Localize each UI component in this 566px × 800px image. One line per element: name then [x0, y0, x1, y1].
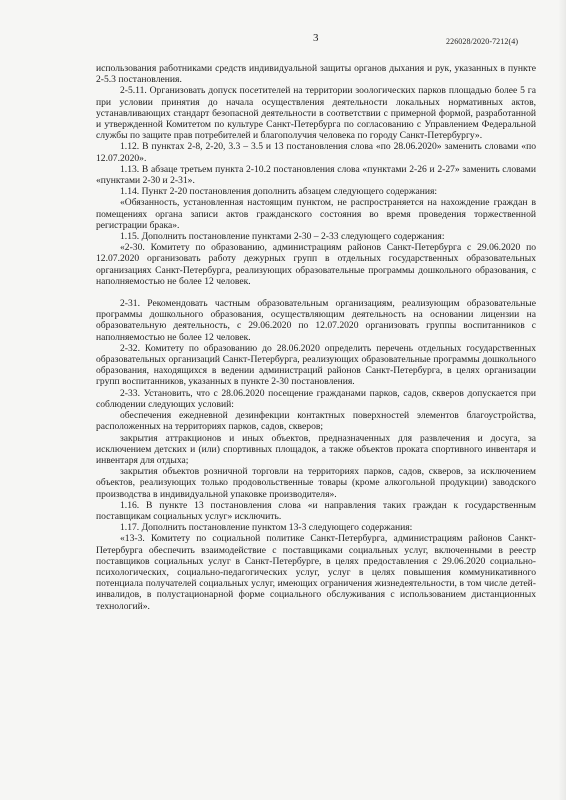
page-number: 3 — [313, 32, 319, 44]
document-body — [96, 63, 536, 612]
paragraph: 1.15. Дополнить постановление пунктами 2-30 – 2-33 следующего содержания: — [120, 231, 445, 243]
paragraph: 1.16. В пункте 13 постановления слова «и направления таких граждан к государственным поставщикам социальных услуг» исключить. — [96, 499, 536, 522]
paragraph: 1.12. В пунктах 2-8, 2-20, 3.3 – 3.5 и 13 постановления слова «по 28.06.2020» заменить словами «по 12.07.2020». — [96, 141, 536, 164]
paragraph: обеспечения ежедневной дезинфекции контактных поверхностей элементов благоустройства, расположенных на территориях парков, садов, скверов; — [96, 410, 536, 433]
paragraph: использования работниками средств индивидуальной защиты органов дыхания и рук, указанных в пункте 2-5.3 постановления. — [96, 63, 536, 86]
paragraph: 1.13. В абзаце третьем пункта 2-10.2 постановления слова «пунктами 2-26 и 2-27» заменить словами «пунктами 2-30 и 2-31». — [96, 163, 536, 187]
document-reference: 226028/2020-7212(4) — [446, 37, 519, 46]
paragraph: 2-5.11. Организовать допуск посетителей на территории зоологических парков площадью более 5 га при условии принятия до начала осуществления деятельности локальных нормативных актов, устанавливающих стандарт безопасной деятельности в соответствии с примерной формой, разработанной и утвержденной Комитетом по культуре Санкт-Петербурга по согласованию с Управлением Федеральной службы по защите прав потребителей и благополучия человека по городу Санкт-Петербургу». — [96, 85, 536, 142]
paragraph: 1.14. Пункт 2-20 постановления дополнить абзацем следующего содержания: — [120, 186, 438, 198]
paragraph: 1.17. Дополнить постановление пунктом 13-3 следующего содержания: — [120, 522, 413, 534]
paragraph-spacer — [96, 287, 536, 298]
paragraph: 2-33. Установить, что с 28.06.2020 посещение гражданами парков, садов, скверов допускается при соблюдении следующих условий: — [96, 387, 536, 410]
paragraph: «2-30. Комитету по образованию, администрациям районов Санкт-Петербурга с 29.06.2020 по 12.07.2020 организовать работу дежурных групп в отдельных государственных образовательных организациях Санкт-Петербурга, реализующих образовательные программы дошкольного образования, с наполняемостью не более 12 человек. — [96, 242, 536, 287]
scan-edge-shadow — [558, 0, 566, 800]
paragraph: 2-31. Рекомендовать частным образовательным организациям, реализующим образовательные программы дошкольного образования, осуществляющим деятельность на основании лицензии на образовательную деятельность, с 29.06.2020 по 12.07.2020 организовать группы воспитанников с наполняемостью не более 12 человек. — [96, 298, 536, 343]
paragraph: закрытия аттракционов и иных объектов, предназначенных для развлечения и досуга, за исключением детских и (или) спортивных площадок, а также объектов проката спортивного инвентаря и инвентаря для отдыха; — [96, 432, 536, 466]
paragraph: закрытия объектов розничной торговли на территориях парков, садов, скверов, за исключением объектов, реализующих только продовольственные товары (кроме алкогольной продукции) заводского производства в индивидуальной упаковке производителя». — [96, 466, 536, 500]
paragraph: «13-3. Комитету по социальной политике Санкт-Петербурга, администрациям районов Санкт-Петербурга обеспечить взаимодействие с поставщиками социальных услуг, включенными в реестр поставщиков социальных услуг в Санкт-Петербурге, в целях предоставления с 29.06.2020 социально-психологических, социально-педагогических услуг, услуг в целях повышения коммуникативного потенциала получателей социальных услуг, имеющих ограничения жизнедеятельности, в том числе детей-инвалидов, в полустационарной форме социального обслуживания с использованием дистанционных технологий». — [96, 533, 536, 612]
paragraph: «Обязанность, установленная настоящим пунктом, не распространяется на нахождение граждан в помещениях органа записи актов гражданского состояния во время проведения торжественной регистрации брака». — [96, 197, 536, 231]
paragraph: 2-32. Комитету по образованию до 28.06.2020 определить перечень отдельных государственных образовательных организаций Санкт-Петербурга, реализующих образовательные программы дошкольного образования, находящихся в ведении администраций районов Санкт-Петербурга, в целях организации групп воспитанников, указанных в пункте 2-30 постановления. — [96, 342, 536, 388]
